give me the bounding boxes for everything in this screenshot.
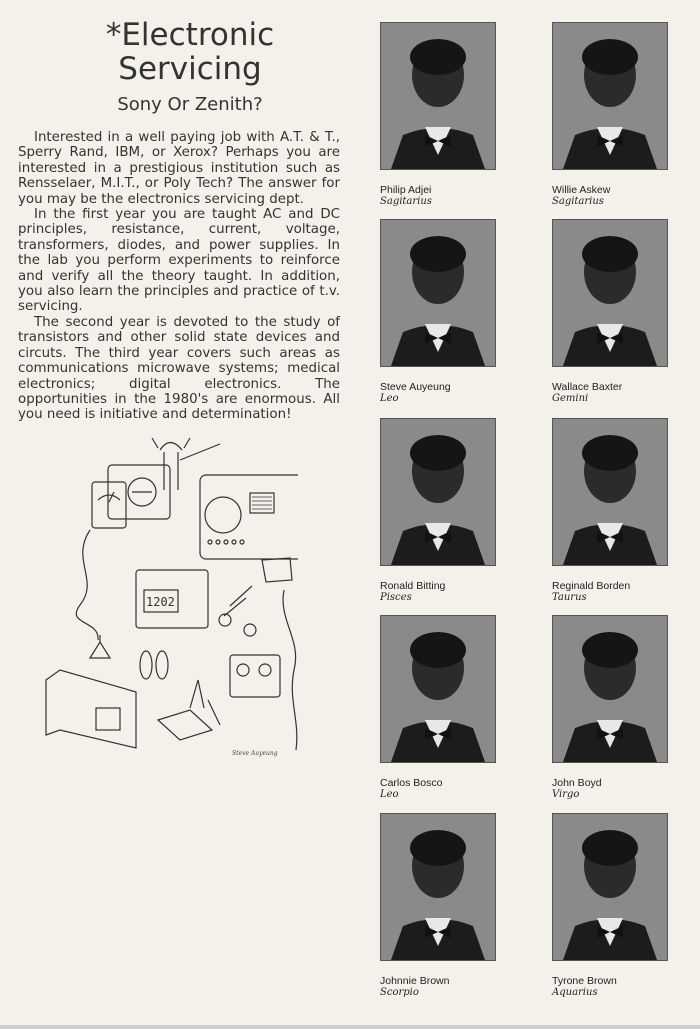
student-zodiac-sign: Sagitarius [552, 196, 604, 207]
page-subtitle: Sony Or Zenith? [117, 94, 263, 115]
student-portrait [552, 418, 666, 604]
student-photo [552, 219, 668, 367]
student-zodiac-sign: Leo [380, 789, 399, 800]
student-portrait [552, 219, 666, 405]
student-name: Carlos Bosco [380, 777, 443, 789]
student-zodiac-sign: Virgo [552, 789, 580, 800]
student-zodiac-sign: Leo [380, 393, 399, 404]
student-portrait [552, 615, 666, 801]
student-name: Johnnie Brown [380, 975, 450, 987]
student-zodiac-sign: Pisces [380, 592, 412, 603]
student-photo [380, 615, 496, 763]
student-zodiac-sign: Taurus [552, 592, 587, 603]
article-paragraph-1: Interested in a well paying job with A.T. & T., Sperry Rand, IBM, or Xerox? Perhaps you are interested in a prestigious institution such as Rensselaer, M.I.T., or Poly Tech? The answer for you may be the electronics servicing dept. [18, 130, 340, 207]
student-name: Ronald Bitting [380, 580, 446, 592]
page-title [40, 18, 340, 86]
student-photo [380, 22, 496, 170]
student-photo [552, 22, 668, 170]
illustration-display-label: 1202 [146, 595, 175, 609]
student-portrait [380, 219, 494, 405]
student-photo [380, 813, 496, 961]
student-name: Reginald Borden [552, 580, 631, 592]
student-name: Willie Askew [552, 184, 611, 196]
student-zodiac-sign: Sagitarius [380, 196, 432, 207]
student-photo [552, 615, 668, 763]
student-photo [552, 418, 668, 566]
title-line-2: Servicing [118, 51, 262, 87]
article-paragraph-3: The second year is devoted to the study of transistors and other solid state devices and circuts. The third year covers such areas as communications microwave systems; medical electronics; digital electronics. The opportunities in the 1980's are enormous. All you need is initiative and determination! [18, 314, 340, 423]
student-name: Steve Auyeung [380, 381, 451, 393]
student-name: Philip Adjei [380, 184, 432, 196]
student-portrait [380, 418, 494, 604]
student-portrait [552, 22, 666, 208]
article-paragraph-2: In the first year you are taught AC and DC principles, resistance, current, voltage, transformers, diodes, and power supplies. In the lab you perform experiments to reinforce and verify all the theory taught. In addition, you also learn the principles and practice of t.v. servicing. [18, 207, 340, 315]
page-edge [0, 1025, 700, 1029]
student-portrait [380, 22, 494, 208]
illustration-signature: Steve Auyeung [232, 750, 278, 757]
student-name: John Boyd [552, 777, 602, 789]
student-zodiac-sign: Aquarius [552, 987, 598, 998]
student-portrait [380, 615, 494, 801]
electronics-illustration [40, 430, 298, 770]
student-portrait [552, 813, 666, 999]
student-name: Wallace Baxter [552, 381, 623, 393]
student-name: Tyrone Brown [552, 975, 617, 987]
title-line-1: *Electronic [105, 17, 275, 53]
student-zodiac-sign: Scorpio [380, 987, 419, 998]
student-portrait [380, 813, 494, 999]
student-photo [380, 219, 496, 367]
student-photo [380, 418, 496, 566]
student-photo [552, 813, 668, 961]
electronics-sketch [40, 430, 298, 770]
student-zodiac-sign: Gemini [552, 393, 589, 404]
article-body [18, 130, 340, 423]
